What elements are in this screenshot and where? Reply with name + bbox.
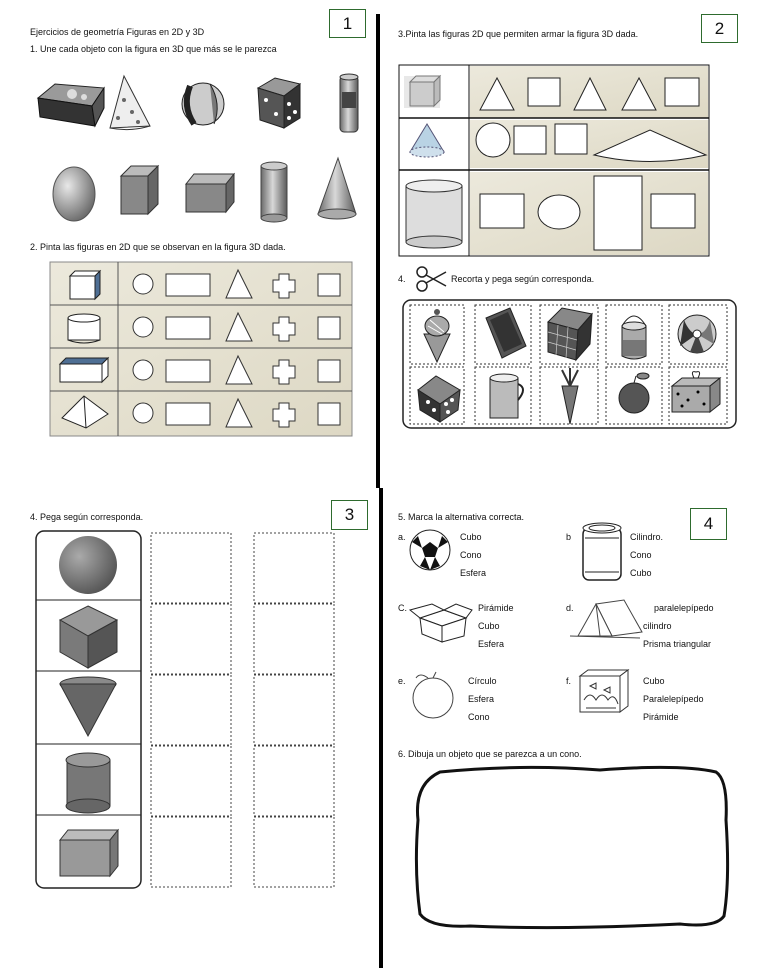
q5-a-option-1[interactable]: Cubo — [460, 532, 482, 542]
badge-2: 2 — [701, 14, 738, 43]
question-4a-number: 4. — [398, 274, 406, 284]
q5-c-option-3[interactable]: Esfera — [478, 639, 505, 649]
badge-1: 1 — [329, 9, 366, 38]
badge-4: 4 — [690, 508, 727, 540]
q5-f-option-3[interactable]: Pirámide — [643, 712, 679, 722]
question-6: 6. Dibuja un objeto que se parezca a un cono. — [398, 749, 582, 759]
q5-e-option-1[interactable]: Círculo — [468, 676, 497, 686]
q5-letter-c: C. — [398, 603, 407, 613]
q5-f-option-2[interactable]: Paralelepípedo — [643, 694, 704, 704]
question-3: 3.Pinta las figuras 2D que permiten armar la figura 3D dada. — [398, 29, 639, 39]
q5-b-option-1[interactable]: Cilindro. — [630, 532, 664, 542]
q5-e-option-2[interactable]: Esfera — [468, 694, 495, 704]
worksheet-title: Ejercicios de geometría Figuras en 2D y 3D — [30, 27, 205, 37]
q5-a-option-2[interactable]: Cono — [460, 550, 482, 560]
q5-b-option-3[interactable]: Cubo — [630, 568, 652, 578]
q5-letter-f: f. — [566, 676, 572, 686]
question-5: 5. Marca la alternativa correcta. — [398, 512, 525, 522]
q5-letter-d: d. — [566, 603, 574, 613]
q5-letter-b: b — [566, 532, 572, 542]
question-1: 1. Une cada objeto con la figura en 3D que más se le parezca — [30, 44, 277, 54]
q5-d-option-3[interactable]: Prisma triangular — [643, 639, 712, 649]
q5-f-option-1[interactable]: Cubo — [643, 676, 665, 686]
q5-d-option-1[interactable]: paralelepípedo — [654, 603, 714, 613]
question-4b: 4. Pega según corresponda. — [30, 512, 144, 522]
q5-d-option-2[interactable]: cilindro — [643, 621, 672, 631]
badge-3: 3 — [331, 500, 368, 530]
q5-c-option-1[interactable]: Pirámide — [478, 603, 514, 613]
q5-b-option-2[interactable]: Cono — [630, 550, 652, 560]
q5-letter-e: e. — [398, 676, 406, 686]
question-4a: Recorta y pega según corresponda. — [451, 274, 595, 284]
q5-a-option-3[interactable]: Esfera — [460, 568, 487, 578]
q5-letter-a: a. — [398, 532, 406, 542]
q5-c-option-2[interactable]: Cubo — [478, 621, 500, 631]
question-2: 2. Pinta las figuras en 2D que se observan en la figura 3D dada. — [30, 242, 286, 252]
q5-e-option-3[interactable]: Cono — [468, 712, 490, 722]
